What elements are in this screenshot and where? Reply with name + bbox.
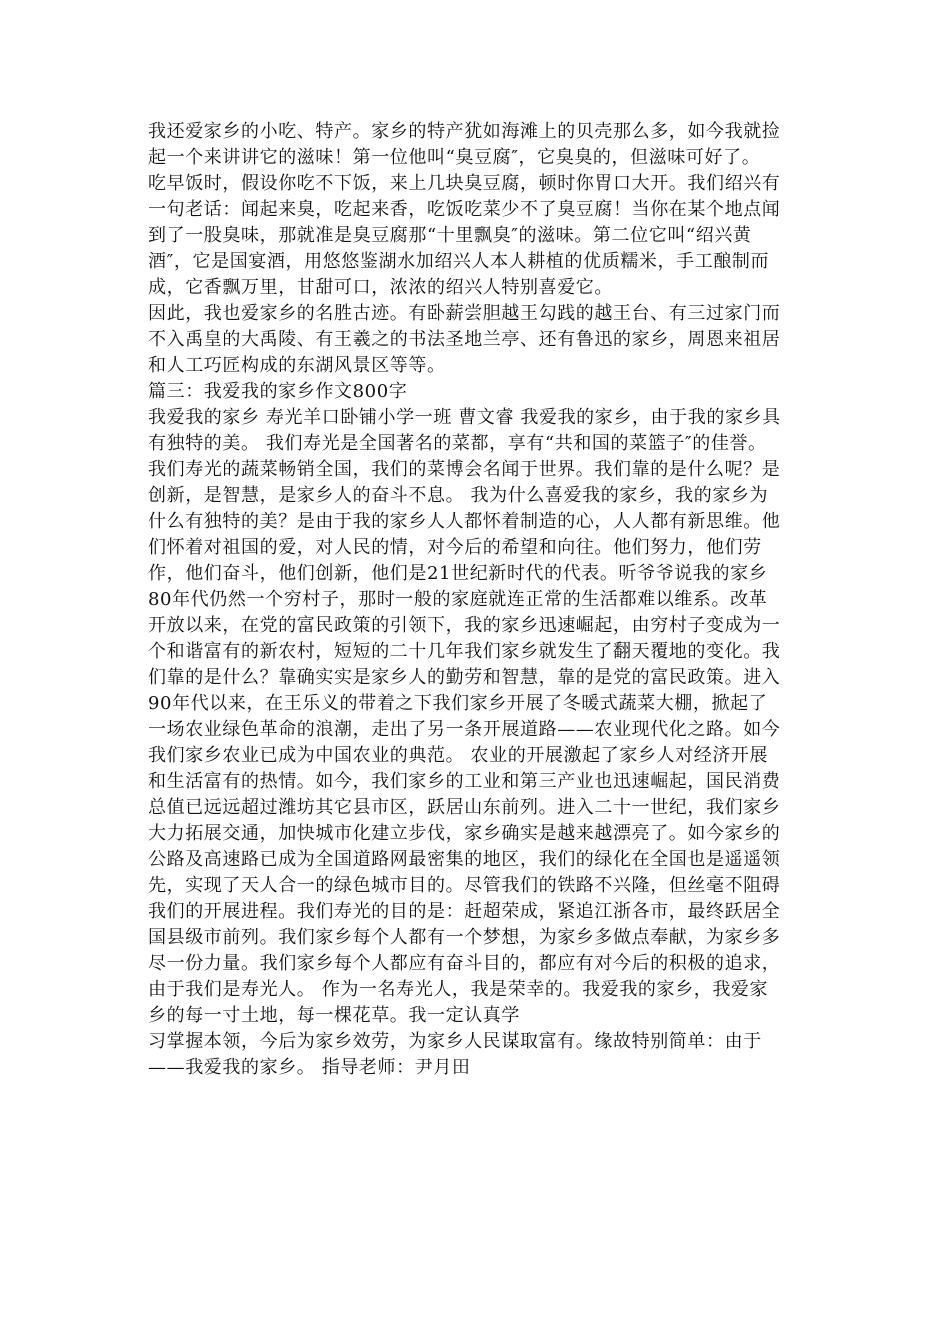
text-line: 们怀着对祖国的爱，对人民的情，对今后的希望和向往。他们努力，他们劳 — [148, 537, 762, 558]
text-line: 个和谐富有的新农村，短短的二十几年我们家乡就发生了翻天覆地的变化。我 — [148, 641, 781, 662]
document-page — [148, 119, 808, 1081]
text-line: 不入禹皇的大禹陵、有王羲之的书法圣地兰亭、还有鲁迅的家乡，周恩来祖居 — [148, 329, 781, 350]
text-line: 总值已远远超过潍坊其它县市区，跃居山东前列。进入二十一世纪，我们家乡 — [148, 797, 781, 818]
text-line: 尽一份力量。我们家乡每个人都应有奋斗目的，都应有对今后的积极的追求， — [148, 953, 781, 974]
text-line: 先，实现了天人合一的绿色城市目的。尽管我们的铁路不兴隆，但丝毫不阻碍 — [148, 875, 781, 896]
text-line: 由于我们是寿光人。 作为一名寿光人，我是荣幸的。我爱我的家乡，我爱家 — [148, 979, 769, 1000]
text-line: 80年代仍然一个穷村子，那时一般的家庭就连正常的生活都难以维系。改革 — [148, 589, 768, 610]
text-line: 我们寿光的蔬菜畅销全国，我们的菜博会名闻于世界。我们靠的是什么呢？是 — [148, 459, 781, 480]
text-line: 成，它香飘万里，甘甜可口，浓浓的绍兴人特别喜爱它。 — [148, 277, 613, 298]
text-line: 一场农业绿色革命的浪潮，走出了另一条开展道路——农业现代化之路。如今 — [148, 719, 781, 740]
section-heading: 篇三：我爱我的家乡作文800字 — [148, 381, 408, 402]
text-line: 我们家乡农业已成为中国农业的典范。 农业的开展激起了家乡人对经济开展 — [148, 745, 769, 766]
text-line: 和生活富有的热情。如今，我们家乡的工业和第三产业也迅速崛起，国民消费 — [148, 771, 781, 792]
text-line: 起一个来讲讲它的滋味！第一位他叫“臭豆腐″，它臭臭的，但滋味可好了。 — [148, 147, 761, 168]
text-line: 我爱我的家乡 寿光羊口卧铺小学一班 曹文睿 我爱我的家乡，由于我的家乡具 — [148, 407, 781, 428]
text-line: 到了一股臭味，那就准是臭豆腐那“十里飘臭″的滋味。第二位它叫“绍兴黄 — [148, 225, 752, 246]
text-line: 和人工巧匠构成的东湖风景区等等。 — [148, 355, 446, 376]
text-line: 一句老话：闻起来臭，吃起来香，吃饭吃菜少不了臭豆腐！当你在某个地点闻 — [148, 199, 781, 220]
text-line: 国县级市前列。我们家乡每个人都有一个梦想，为家乡多做点奉献，为家乡多 — [148, 927, 781, 948]
text-line: 我还爱家乡的小吃、特产。家乡的特产犹如海滩上的贝壳那么多，如今我就捡 — [148, 121, 781, 142]
text-line: 有独特的美。 我们寿光是全国著名的菜都，享有“共和国的菜篮子″的佳誉。 — [148, 433, 767, 454]
text-line: 开放以来，在党的富民政策的引领下，我的家乡迅速崛起，由穷村子变成为一 — [148, 615, 781, 636]
text-line: 吃早饭时，假设你吃不下饭，来上几块臭豆腐，顿时你胃口大开。我们绍兴有 — [148, 173, 781, 194]
text-line: 什么有独特的美？是由于我的家乡人人都怀着制造的心，人人都有新思维。他 — [148, 511, 781, 532]
text-line: 大力拓展交通，加快城市化建立步伐，家乡确实是越来越漂亮了。如今家乡的 — [148, 823, 781, 844]
text-line: 因此，我也爱家乡的名胜古迹。有卧薪尝胆越王勾践的越王台、有三过家门而 — [148, 303, 781, 324]
text-line: 我们的开展进程。我们寿光的目的是：赶超荣成，紧追江浙各市，最终跃居全 — [148, 901, 781, 922]
text-line: ——我爱我的家乡。 指导老师：尹月田 — [148, 1057, 471, 1078]
text-line: 90年代以来，在王乐义的带着之下我们家乡开展了冬暖式蔬菜大棚，掀起了 — [148, 693, 768, 714]
text-line: 作，他们奋斗，他们创新，他们是21世纪新时代的代表。听爷爷说我的家乡 — [148, 563, 768, 584]
text-line: 酒″，它是国宴酒，用悠悠鉴湖水加绍兴人本人耕植的优质糯米，手工酿制而 — [148, 251, 770, 272]
text-line: 习掌握本领，今后为家乡效劳，为家乡人民谋取富有。缘故特别简单：由于 — [148, 1031, 762, 1052]
text-line: 公路及高速路已成为全国道路网最密集的地区，我们的绿化在全国也是遥遥领 — [148, 849, 781, 870]
text-line: 们靠的是什么？靠确实实是家乡人的勤劳和智慧，靠的是党的富民政策。进入 — [148, 667, 781, 688]
text-line: 乡的每一寸土地，每一棵花草。我一定认真学 — [148, 1005, 520, 1026]
text-line: 创新，是智慧，是家乡人的奋斗不息。 我为什么喜爱我的家乡，我的家乡为 — [148, 485, 769, 506]
